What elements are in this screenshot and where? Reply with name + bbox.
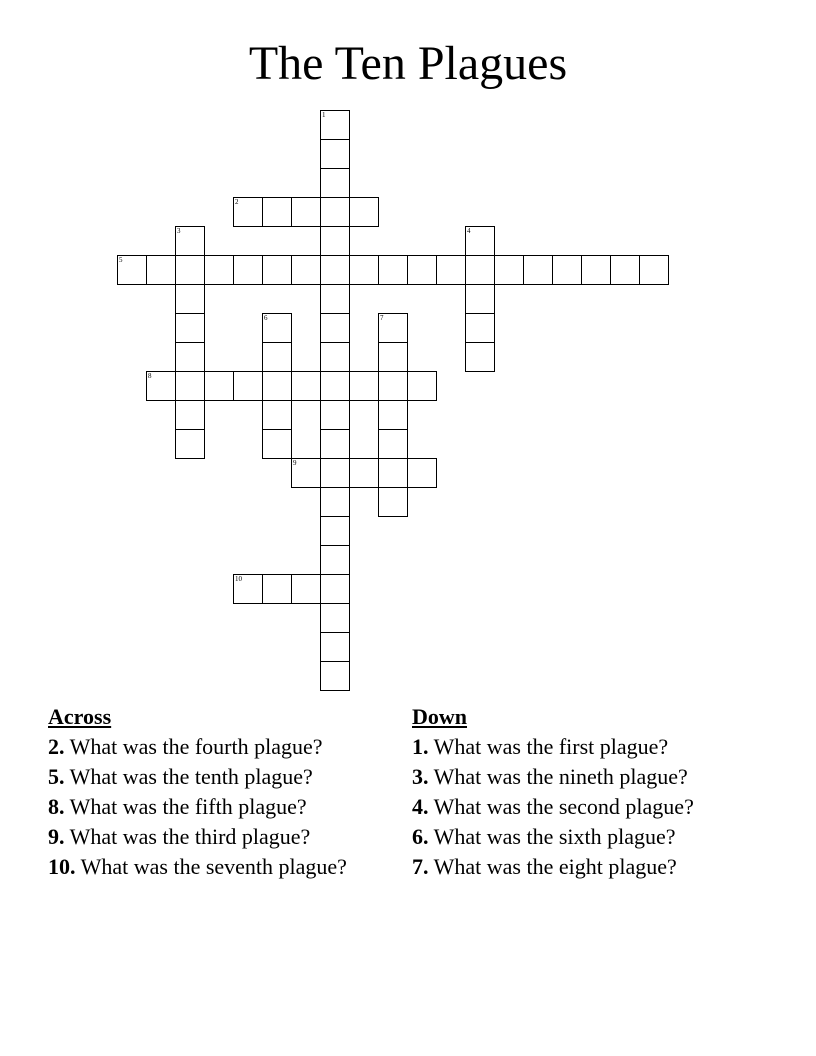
grid-cell[interactable] <box>233 371 263 401</box>
grid-cell[interactable] <box>349 255 379 285</box>
cell-number: 5 <box>119 256 123 264</box>
grid-cell[interactable] <box>320 139 350 169</box>
grid-cell[interactable] <box>175 255 205 285</box>
clue-number: 10. <box>48 854 76 879</box>
grid-cell[interactable] <box>407 458 437 488</box>
grid-cell[interactable] <box>320 487 350 517</box>
across-clue <box>48 855 370 879</box>
across-clue <box>48 825 370 849</box>
grid-cell[interactable] <box>320 429 350 459</box>
cell-number: 10 <box>235 575 242 583</box>
grid-cell[interactable] <box>320 371 350 401</box>
grid-cell[interactable] <box>320 284 350 314</box>
clue-number: 6. <box>412 824 429 849</box>
grid-cell[interactable] <box>320 197 350 227</box>
grid-cell[interactable] <box>204 255 234 285</box>
grid-cell[interactable] <box>320 661 350 691</box>
grid-cell[interactable] <box>233 197 263 227</box>
cell-number: 8 <box>148 372 152 380</box>
down-clue <box>412 825 734 849</box>
across-clue <box>48 765 370 789</box>
cell-number: 3 <box>177 227 181 235</box>
down-clue <box>412 735 734 759</box>
grid-cell[interactable] <box>320 603 350 633</box>
grid-cell[interactable] <box>262 255 292 285</box>
across-clues <box>48 703 370 885</box>
down-clue <box>412 795 734 819</box>
clue-text: What was the tenth plague? <box>69 764 313 789</box>
clue-number: 2. <box>48 734 65 759</box>
clue-text: What was the eight plague? <box>433 854 677 879</box>
grid-cell[interactable] <box>494 255 524 285</box>
clue-text: What was the third plague? <box>69 824 311 849</box>
grid-cell[interactable] <box>262 197 292 227</box>
across-clue <box>48 795 370 819</box>
grid-cell[interactable] <box>320 545 350 575</box>
grid-cell[interactable] <box>378 255 408 285</box>
across-clue <box>48 735 370 759</box>
grid-cell[interactable] <box>175 429 205 459</box>
grid-cell[interactable] <box>117 255 147 285</box>
grid-cell[interactable] <box>320 313 350 343</box>
grid-cell[interactable] <box>639 255 669 285</box>
down-heading: Down <box>412 704 468 729</box>
grid-cell[interactable] <box>465 255 495 285</box>
grid-cell[interactable] <box>291 458 321 488</box>
cell-number: 7 <box>380 314 384 322</box>
clue-number: 8. <box>48 794 65 819</box>
grid-cell[interactable] <box>465 284 495 314</box>
grid-cell[interactable] <box>291 255 321 285</box>
clue-number: 3. <box>412 764 429 789</box>
grid-cell[interactable] <box>436 255 466 285</box>
grid-cell[interactable] <box>175 226 205 256</box>
grid-cell[interactable] <box>262 371 292 401</box>
clue-text: What was the seventh plague? <box>80 854 347 879</box>
clue-text: What was the fourth plague? <box>69 734 323 759</box>
clue-number: 7. <box>412 854 429 879</box>
grid-cell[interactable] <box>262 429 292 459</box>
clue-text: What was the first plague? <box>433 734 669 759</box>
grid-cell[interactable] <box>320 574 350 604</box>
grid-cell[interactable] <box>378 400 408 430</box>
grid-cell[interactable] <box>378 429 408 459</box>
grid-cell[interactable] <box>581 255 611 285</box>
grid-cell[interactable] <box>320 255 350 285</box>
grid-cell[interactable] <box>378 342 408 372</box>
cell-number: 6 <box>264 314 268 322</box>
down-clues <box>412 703 734 885</box>
grid-cell[interactable] <box>378 487 408 517</box>
grid-cell[interactable] <box>262 574 292 604</box>
grid-cell[interactable] <box>175 284 205 314</box>
grid-cell[interactable] <box>407 371 437 401</box>
grid-cell[interactable] <box>320 226 350 256</box>
cell-number: 9 <box>293 459 297 467</box>
grid-cell[interactable] <box>465 226 495 256</box>
page-title: The Ten Plagues <box>248 37 568 90</box>
clue-number: 1. <box>412 734 429 759</box>
across-heading: Across <box>48 704 112 729</box>
grid-cell[interactable] <box>291 197 321 227</box>
grid-cell[interactable] <box>349 458 379 488</box>
grid-cell[interactable] <box>291 574 321 604</box>
grid-cell[interactable] <box>320 400 350 430</box>
grid-cell[interactable] <box>175 313 205 343</box>
grid-cell[interactable] <box>262 342 292 372</box>
grid-cell[interactable] <box>233 574 263 604</box>
grid-cell[interactable] <box>378 458 408 488</box>
grid-cell[interactable] <box>378 313 408 343</box>
grid-cell[interactable] <box>204 371 234 401</box>
clue-text: What was the second plague? <box>433 794 694 819</box>
cell-number: 1 <box>322 111 326 119</box>
grid-cell[interactable] <box>407 255 437 285</box>
clue-text: What was the fifth plague? <box>69 794 307 819</box>
grid-cell[interactable] <box>175 400 205 430</box>
grid-cell[interactable] <box>610 255 640 285</box>
clue-text: What was the nineth plague? <box>433 764 688 789</box>
grid-cell[interactable] <box>320 632 350 662</box>
grid-cell[interactable] <box>175 342 205 372</box>
cell-number: 2 <box>235 198 239 206</box>
grid-cell[interactable] <box>320 110 350 140</box>
grid-cell[interactable] <box>378 371 408 401</box>
grid-cell[interactable] <box>262 400 292 430</box>
grid-cell[interactable] <box>320 458 350 488</box>
grid-cell[interactable] <box>320 342 350 372</box>
clue-number: 4. <box>412 794 429 819</box>
grid-cell[interactable] <box>146 371 176 401</box>
grid-cell[interactable] <box>146 255 176 285</box>
grid-cell[interactable] <box>523 255 553 285</box>
clue-number: 5. <box>48 764 65 789</box>
grid-cell[interactable] <box>320 516 350 546</box>
down-clue <box>412 855 734 879</box>
grid-cell[interactable] <box>291 371 321 401</box>
grid-cell[interactable] <box>349 197 379 227</box>
grid-cell[interactable] <box>552 255 582 285</box>
cell-number: 4 <box>467 227 471 235</box>
grid-cell[interactable] <box>465 313 495 343</box>
grid-cell[interactable] <box>175 371 205 401</box>
clue-number: 9. <box>48 824 65 849</box>
clue-text: What was the sixth plague? <box>433 824 676 849</box>
grid-cell[interactable] <box>262 313 292 343</box>
grid-cell[interactable] <box>349 371 379 401</box>
grid-cell[interactable] <box>233 255 263 285</box>
grid-cell[interactable] <box>320 168 350 198</box>
grid-cell[interactable] <box>465 342 495 372</box>
down-clue <box>412 765 734 789</box>
